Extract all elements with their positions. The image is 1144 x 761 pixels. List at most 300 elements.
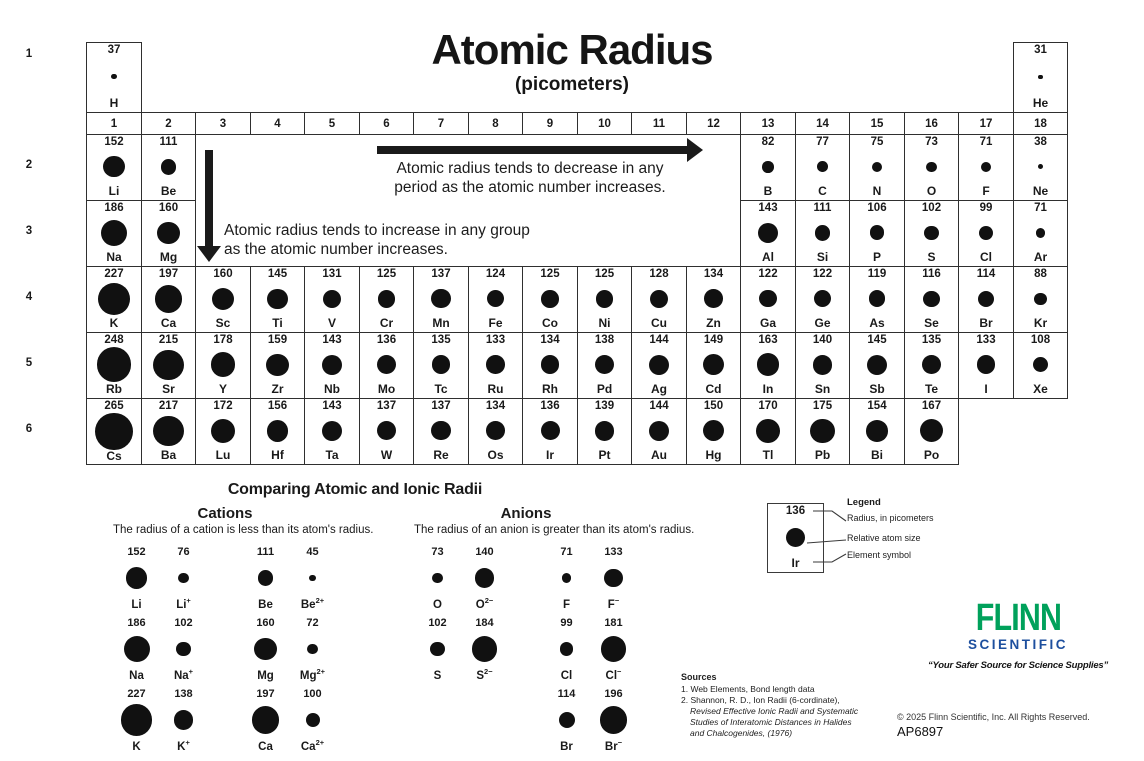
radius-value: 99 bbox=[560, 617, 573, 629]
legend-radius-value: 136 bbox=[785, 505, 806, 517]
period-label: 5 bbox=[25, 357, 33, 369]
element-radius-value: 125 bbox=[594, 268, 615, 280]
atom-circle bbox=[1036, 228, 1046, 238]
atom-circle bbox=[703, 354, 724, 375]
element-radius-value: 99 bbox=[979, 202, 993, 214]
atom-circle bbox=[103, 156, 124, 177]
element-radius-value: 227 bbox=[104, 268, 124, 280]
element-radius-value: 156 bbox=[267, 400, 288, 412]
element-radius-value: 140 bbox=[812, 334, 833, 346]
element-radius-value: 136 bbox=[376, 334, 397, 346]
element-symbol: Se bbox=[924, 316, 939, 330]
period-label: 6 bbox=[25, 423, 33, 435]
group-header: 7 bbox=[413, 112, 469, 135]
ion-label: K bbox=[132, 741, 141, 753]
atom-circle bbox=[431, 421, 450, 440]
element-radius-value: 136 bbox=[540, 400, 560, 412]
element-cell-ge bbox=[795, 266, 850, 333]
element-radius-value: 160 bbox=[213, 268, 233, 280]
element-radius-value: 144 bbox=[649, 334, 669, 346]
radius-value: 71 bbox=[560, 546, 573, 558]
element-symbol: Al bbox=[762, 250, 774, 264]
element-radius-value: 135 bbox=[921, 334, 942, 346]
element-cell-s bbox=[904, 200, 959, 267]
element-cell-pt bbox=[577, 398, 632, 465]
element-symbol: Li bbox=[108, 184, 120, 198]
element-cell-zr bbox=[250, 332, 305, 399]
radius-item bbox=[289, 687, 336, 754]
atom-circle bbox=[306, 713, 320, 727]
atom-circle bbox=[211, 419, 235, 443]
group-header: 16 bbox=[904, 112, 959, 135]
atom-circle bbox=[595, 421, 615, 441]
atom-circle bbox=[258, 570, 274, 586]
element-cell-lu bbox=[195, 398, 251, 465]
atom-circle bbox=[430, 642, 444, 656]
ion-label: $O^{2-}$ bbox=[475, 596, 494, 611]
element-radius-value: 71 bbox=[1034, 202, 1047, 214]
element-symbol: Ne bbox=[1032, 184, 1049, 198]
sources bbox=[681, 672, 896, 739]
radius-item bbox=[590, 545, 637, 612]
element-radius-value: 133 bbox=[976, 334, 996, 346]
element-cell-hg bbox=[686, 398, 741, 465]
element-symbol: In bbox=[762, 382, 774, 396]
atom-circle bbox=[596, 290, 614, 308]
legend-element-symbol: Ir bbox=[791, 556, 800, 570]
element-cell-te bbox=[904, 332, 959, 399]
element-symbol: Ru bbox=[487, 382, 504, 396]
element-symbol: N bbox=[872, 184, 882, 198]
element-cell-br bbox=[958, 266, 1014, 333]
element-symbol: Br bbox=[979, 316, 993, 330]
ion-label: Br bbox=[560, 741, 573, 753]
radius-item bbox=[113, 616, 160, 683]
element-symbol: Ag bbox=[651, 382, 667, 396]
atom-circle bbox=[161, 159, 177, 175]
ion-label: Li bbox=[131, 599, 142, 611]
element-symbol: O bbox=[926, 184, 937, 198]
flinn-wordmark: FLINN bbox=[975, 597, 1061, 639]
radius-item bbox=[543, 687, 590, 754]
ion-label: Na bbox=[129, 670, 144, 682]
atom-circle bbox=[126, 567, 147, 588]
atom-circle bbox=[703, 420, 724, 441]
flinn-tagline: “Your Safer Source for Science Supplies” bbox=[927, 660, 1109, 671]
atom-circle bbox=[595, 355, 614, 374]
element-symbol: Te bbox=[924, 382, 939, 396]
source-line: 2. Shannon, R. D., Ion Radii (6-cordinate), bbox=[681, 694, 840, 705]
ion-label: Be bbox=[258, 599, 273, 611]
element-radius-value: 215 bbox=[158, 334, 179, 346]
legend-sample-cell bbox=[767, 503, 824, 573]
element-symbol: Au bbox=[651, 448, 667, 462]
atom-circle bbox=[920, 419, 943, 442]
period-label: 4 bbox=[25, 291, 33, 303]
legend-label-size: Relative atom size bbox=[847, 533, 921, 543]
atom-circle bbox=[981, 162, 991, 172]
element-cell-pd bbox=[577, 332, 632, 399]
element-symbol: Sb bbox=[869, 382, 885, 396]
cations-grid bbox=[113, 545, 337, 754]
atom-circle bbox=[762, 161, 774, 173]
group-header: 18 bbox=[1013, 112, 1068, 135]
element-radius-value: 111 bbox=[159, 136, 178, 148]
radius-value: 45 bbox=[306, 546, 319, 558]
element-cell-cu bbox=[631, 266, 687, 333]
atom-circle bbox=[111, 74, 116, 79]
flinn-scientific-wordmark: SCIENTIFIC bbox=[967, 637, 1068, 652]
ion-label: F− bbox=[607, 596, 620, 611]
atom-circle bbox=[267, 420, 289, 442]
radius-item bbox=[242, 616, 289, 683]
atom-circle bbox=[431, 289, 450, 308]
element-symbol: K bbox=[109, 316, 119, 330]
element-symbol: Kr bbox=[1033, 316, 1048, 330]
group-header: 17 bbox=[958, 112, 1014, 135]
element-radius-value: 134 bbox=[485, 400, 506, 412]
element-symbol: Si bbox=[816, 250, 829, 264]
cations-title: Cations bbox=[197, 505, 253, 522]
element-radius-value: 71 bbox=[979, 136, 993, 148]
source-line: Studies of Interatomic Distances in Halides bbox=[690, 716, 852, 727]
atom-circle bbox=[924, 226, 938, 240]
element-symbol: Os bbox=[487, 448, 504, 462]
element-cell-ag bbox=[631, 332, 687, 399]
element-cell-rh bbox=[522, 332, 578, 399]
element-radius-value: 116 bbox=[922, 268, 941, 280]
group-trend-arrow bbox=[205, 150, 213, 246]
group-header: 12 bbox=[686, 112, 741, 135]
element-symbol: Cl bbox=[980, 250, 992, 264]
radius-value: 133 bbox=[604, 546, 623, 558]
element-cell-ti bbox=[250, 266, 305, 333]
element-cell-hf bbox=[250, 398, 305, 465]
element-symbol: P bbox=[872, 250, 881, 264]
element-cell-zn bbox=[686, 266, 741, 333]
element-symbol: Ti bbox=[272, 316, 283, 330]
cations-section bbox=[113, 505, 374, 758]
element-cell-xe bbox=[1013, 332, 1068, 399]
element-radius-value: 149 bbox=[703, 334, 724, 346]
atom-circle bbox=[1038, 164, 1043, 169]
element-radius-value: 102 bbox=[921, 202, 942, 214]
atom-circle bbox=[604, 569, 623, 588]
element-radius-value: 31 bbox=[1034, 44, 1047, 56]
element-radius-value: 122 bbox=[758, 268, 778, 280]
atom-circle bbox=[486, 421, 505, 440]
period-trend-arrowhead-icon bbox=[687, 138, 703, 162]
radius-item bbox=[590, 616, 637, 683]
group-trend-arrowhead-icon bbox=[197, 246, 221, 262]
element-cell-ca bbox=[141, 266, 196, 333]
element-radius-value: 111 bbox=[813, 202, 832, 214]
atom-circle bbox=[212, 288, 234, 310]
radius-value: 102 bbox=[174, 617, 193, 629]
ion-label: S bbox=[433, 670, 442, 682]
element-radius-value: 137 bbox=[431, 400, 451, 412]
radius-item bbox=[289, 545, 336, 612]
radius-value: 76 bbox=[177, 546, 190, 558]
atom-circle bbox=[432, 573, 442, 583]
element-cell-mg bbox=[141, 200, 196, 267]
radius-item bbox=[113, 545, 160, 612]
element-cell-c bbox=[795, 134, 850, 201]
sources-heading: Sources bbox=[681, 672, 717, 682]
element-cell-nb bbox=[304, 332, 360, 399]
element-cell-mn bbox=[413, 266, 469, 333]
radius-value: 196 bbox=[604, 688, 623, 700]
group-header: 4 bbox=[250, 112, 305, 135]
period-label: 1 bbox=[25, 48, 33, 60]
period-trend-arrow bbox=[377, 146, 687, 154]
element-symbol: Sn bbox=[814, 382, 831, 396]
group-header: 1 bbox=[86, 112, 142, 135]
element-cell-b bbox=[740, 134, 796, 201]
element-cell-cl bbox=[958, 200, 1014, 267]
element-cell-f bbox=[958, 134, 1014, 201]
element-cell-sn bbox=[795, 332, 850, 399]
period-label: 2 bbox=[25, 159, 33, 171]
element-radius-value: 248 bbox=[104, 334, 124, 346]
atom-circle bbox=[266, 354, 288, 376]
atom-circle bbox=[1033, 357, 1048, 372]
element-cell-li bbox=[86, 134, 142, 201]
atom-circle bbox=[869, 290, 886, 307]
element-cell-cd bbox=[686, 332, 741, 399]
atom-circle bbox=[307, 644, 317, 654]
ion-label: $Be^{2+}$ bbox=[300, 596, 325, 611]
ion-label: Ca bbox=[258, 741, 273, 753]
atom-circle bbox=[377, 421, 396, 440]
element-cell-tc bbox=[413, 332, 469, 399]
element-cell-sc bbox=[195, 266, 251, 333]
element-symbol: B bbox=[763, 184, 773, 198]
element-cell-ar bbox=[1013, 200, 1068, 267]
element-symbol: S bbox=[927, 250, 936, 264]
radius-value: 184 bbox=[475, 617, 494, 629]
atom-circle bbox=[978, 291, 994, 307]
atom-circle bbox=[309, 575, 315, 581]
element-radius-value: 265 bbox=[104, 400, 124, 412]
atom-circle bbox=[923, 291, 939, 307]
element-symbol: Cr bbox=[379, 316, 394, 330]
atom-circle bbox=[759, 290, 776, 307]
sources-list bbox=[681, 684, 896, 739]
radius-row bbox=[113, 687, 337, 754]
element-symbol: F bbox=[982, 184, 990, 198]
radius-item bbox=[113, 687, 160, 754]
element-radius-value: 88 bbox=[1034, 268, 1047, 280]
atom-circle bbox=[101, 220, 127, 246]
atom-circle bbox=[541, 355, 560, 374]
atom-circle bbox=[211, 352, 236, 377]
element-cell-i bbox=[958, 332, 1014, 399]
atom-circle bbox=[378, 290, 396, 308]
element-radius-value: 119 bbox=[867, 268, 887, 280]
element-cell-ni bbox=[577, 266, 632, 333]
atom-circle bbox=[472, 636, 498, 662]
legend-atom-circle bbox=[786, 528, 805, 547]
element-radius-value: 217 bbox=[158, 400, 179, 412]
ion-label: O bbox=[433, 599, 442, 611]
radius-item bbox=[590, 687, 637, 754]
group-header: 14 bbox=[795, 112, 850, 135]
element-symbol: Mn bbox=[432, 316, 450, 330]
element-symbol: V bbox=[327, 316, 336, 330]
element-symbol: Zn bbox=[706, 316, 721, 330]
atom-circle bbox=[817, 161, 828, 172]
group-header: 15 bbox=[849, 112, 905, 135]
element-symbol: Ga bbox=[759, 316, 776, 330]
atom-circle bbox=[155, 285, 183, 313]
source-line: and Chalcogenides, (1976) bbox=[690, 727, 793, 738]
flinn-logo bbox=[893, 599, 1143, 671]
element-radius-value: 38 bbox=[1034, 136, 1047, 148]
radius-item bbox=[414, 545, 461, 612]
atom-circle bbox=[178, 573, 189, 584]
element-cell-si bbox=[795, 200, 850, 267]
element-cell-re bbox=[413, 398, 469, 465]
element-cell-ne bbox=[1013, 134, 1068, 201]
atom-circle bbox=[649, 355, 669, 375]
element-radius-value: 175 bbox=[812, 400, 833, 412]
element-radius-value: 138 bbox=[594, 334, 615, 346]
element-symbol: I bbox=[984, 382, 988, 396]
element-radius-value: 167 bbox=[921, 400, 942, 412]
atom-circle bbox=[541, 421, 560, 440]
element-symbol: Pb bbox=[814, 448, 831, 462]
element-cell-bi bbox=[849, 398, 905, 465]
element-radius-value: 137 bbox=[376, 400, 397, 412]
element-symbol: Y bbox=[218, 382, 227, 396]
element-cell-he bbox=[1013, 42, 1068, 113]
element-cell-na bbox=[86, 200, 142, 267]
page-title: Atomic Radius bbox=[431, 26, 713, 73]
radius-item bbox=[242, 687, 289, 754]
element-cell-tl bbox=[740, 398, 796, 465]
element-symbol: Cs bbox=[106, 448, 122, 463]
atom-circle bbox=[157, 222, 179, 244]
atom-circle bbox=[866, 420, 888, 442]
atom-circle bbox=[757, 353, 780, 376]
atom-circle bbox=[758, 223, 778, 243]
atom-circle bbox=[323, 290, 341, 308]
element-cell-al bbox=[740, 200, 796, 267]
element-cell-ir bbox=[522, 398, 578, 465]
atom-circle bbox=[815, 225, 831, 241]
element-cell-mo bbox=[359, 332, 414, 399]
element-cell-p bbox=[849, 200, 905, 267]
period-label: 3 bbox=[25, 225, 33, 237]
legend-label-symbol: Element symbol bbox=[847, 550, 912, 560]
copyright-notice: © 2025 Flinn Scientific, Inc. All Rights Reserved. bbox=[897, 712, 1090, 722]
element-radius-value: 150 bbox=[703, 400, 724, 412]
atom-circle bbox=[121, 704, 153, 736]
element-radius-value: 143 bbox=[322, 334, 342, 346]
element-radius-value: 152 bbox=[104, 136, 124, 148]
element-symbol: Be bbox=[160, 184, 177, 198]
radius-row bbox=[414, 545, 638, 612]
radius-value: 181 bbox=[604, 617, 623, 629]
radius-value: 100 bbox=[303, 688, 322, 700]
ion-label: F bbox=[562, 599, 571, 611]
atom-circle bbox=[867, 355, 887, 375]
element-radius-value: 197 bbox=[158, 268, 179, 280]
element-symbol: Sc bbox=[215, 316, 231, 330]
radius-item bbox=[461, 616, 508, 683]
atom-circle bbox=[176, 642, 190, 656]
element-radius-value: 143 bbox=[758, 202, 778, 214]
element-symbol: Mo bbox=[377, 382, 396, 396]
element-symbol: Pt bbox=[598, 448, 611, 462]
ion-label: Li+ bbox=[176, 596, 191, 611]
radius-value: 197 bbox=[256, 688, 275, 700]
element-cell-se bbox=[904, 266, 959, 333]
element-radius-value: 125 bbox=[376, 268, 397, 280]
group-header: 8 bbox=[468, 112, 523, 135]
element-radius-value: 137 bbox=[431, 268, 451, 280]
radius-value: 111 bbox=[256, 546, 275, 558]
atom-circle bbox=[813, 355, 833, 375]
cations-caption: The radius of a cation is less than its atom's radius. bbox=[113, 524, 374, 536]
element-cell-au bbox=[631, 398, 687, 465]
atom-circle bbox=[124, 636, 150, 662]
atom-circle bbox=[153, 350, 183, 380]
element-symbol: Fe bbox=[488, 316, 503, 330]
element-symbol: Nb bbox=[324, 382, 340, 396]
element-symbol: C bbox=[818, 184, 827, 198]
source-line: Revised Effective Ionic Radii and Systematic bbox=[690, 705, 859, 716]
element-symbol: Po bbox=[923, 448, 940, 462]
atom-circle bbox=[810, 419, 835, 444]
element-cell-as bbox=[849, 266, 905, 333]
element-symbol: Tc bbox=[434, 382, 448, 396]
element-radius-value: 145 bbox=[267, 268, 288, 280]
ion-label: K+ bbox=[177, 738, 190, 753]
atom-circle bbox=[650, 290, 668, 308]
group-header: 9 bbox=[522, 112, 578, 135]
radius-value: 138 bbox=[174, 688, 193, 700]
element-cell-k bbox=[86, 266, 142, 333]
group-header: 10 bbox=[577, 112, 632, 135]
atom-circle bbox=[926, 162, 936, 172]
group-header: 2 bbox=[141, 112, 196, 135]
element-radius-value: 172 bbox=[213, 400, 233, 412]
element-symbol: H bbox=[109, 96, 119, 110]
atom-circle bbox=[562, 573, 572, 583]
page-subtitle: (picometers) bbox=[514, 74, 630, 95]
ion-label: $Ca^{2+}$ bbox=[300, 738, 325, 753]
element-radius-value: 125 bbox=[540, 268, 560, 280]
radius-value: 114 bbox=[557, 688, 576, 700]
atom-circle bbox=[97, 347, 132, 382]
comparison-heading: Comparing Atomic and Ionic Radii bbox=[227, 481, 483, 498]
element-radius-value: 163 bbox=[758, 334, 778, 346]
radius-item bbox=[160, 687, 207, 754]
element-symbol: Pd bbox=[596, 382, 613, 396]
radius-value: 186 bbox=[127, 617, 146, 629]
atom-circle bbox=[1034, 293, 1046, 305]
radius-item bbox=[461, 545, 508, 612]
element-cell-cs bbox=[86, 398, 142, 465]
element-symbol: W bbox=[380, 448, 393, 462]
element-symbol: Bi bbox=[871, 448, 883, 462]
element-cell-in bbox=[740, 332, 796, 399]
ion-label: Cl− bbox=[605, 667, 622, 682]
element-symbol: Rb bbox=[106, 382, 122, 396]
element-cell-ba bbox=[141, 398, 196, 465]
